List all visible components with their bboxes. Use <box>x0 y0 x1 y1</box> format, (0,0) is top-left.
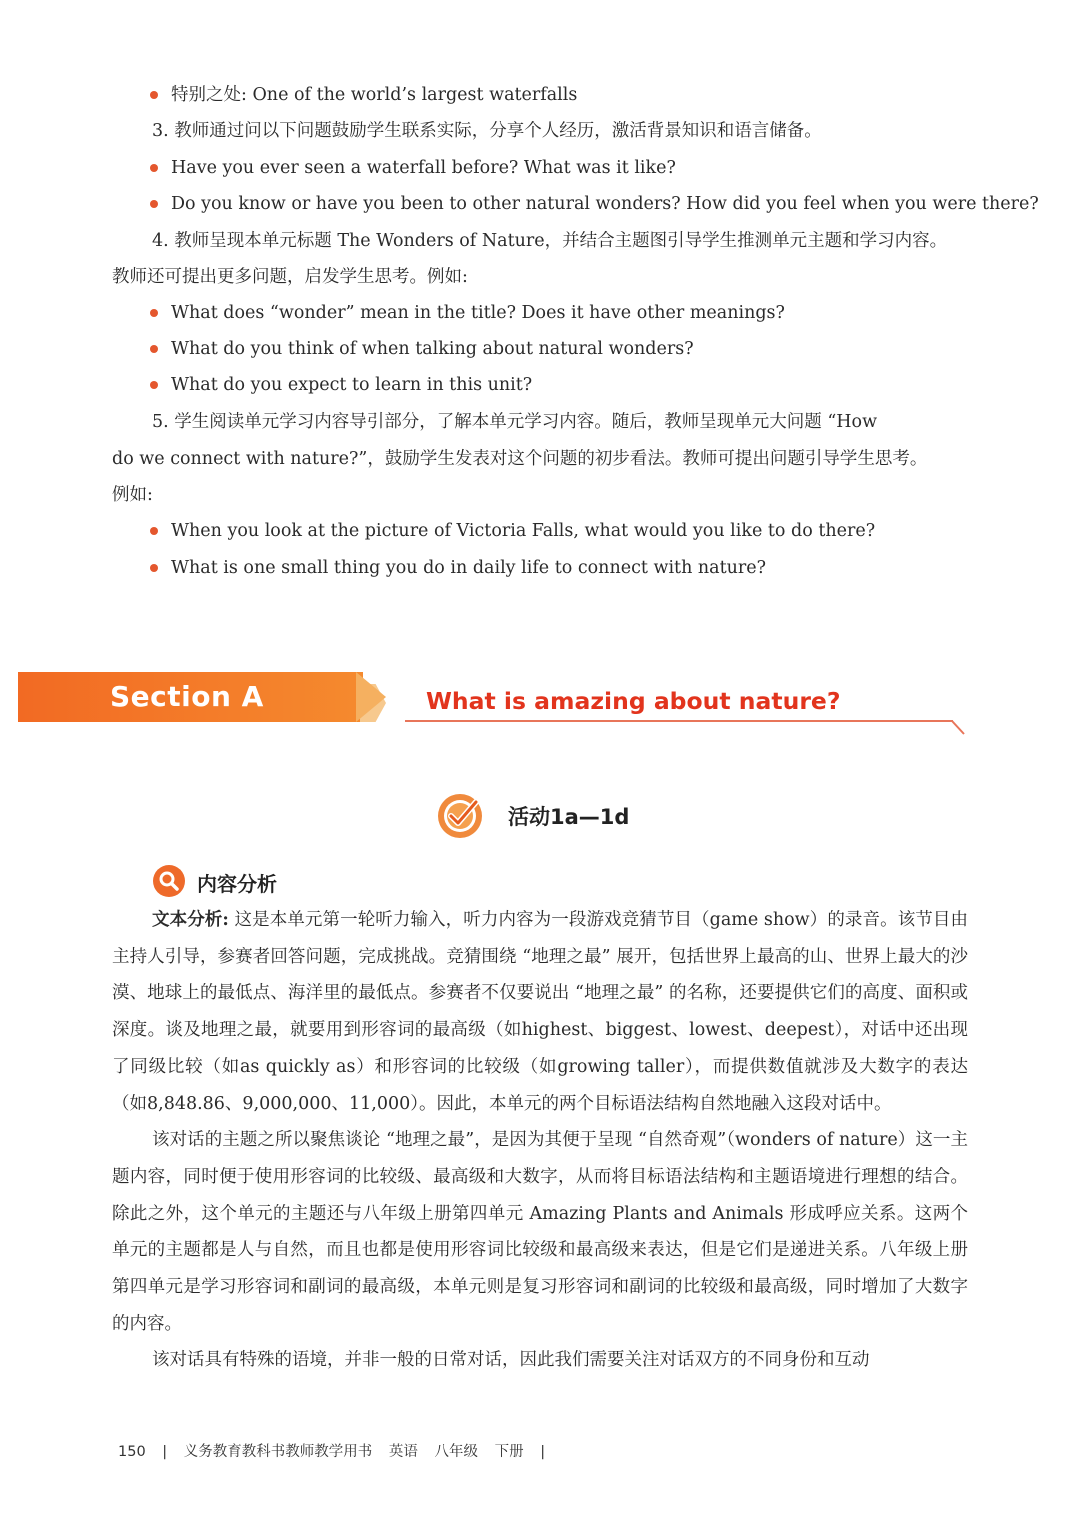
question-line: What do you expect to learn in this unit? <box>171 375 533 395</box>
page-number: 150 <box>118 1444 146 1460</box>
section-label: Section A <box>110 680 264 713</box>
underline-flourish <box>930 716 966 736</box>
magnifier-icon <box>152 864 186 898</box>
footer-divider: | <box>540 1444 546 1460</box>
section-underline <box>405 720 953 722</box>
content-analysis-heading: 内容分析 <box>197 872 277 896</box>
bullet-icon <box>150 91 158 99</box>
paragraph-text: 这是本单元第一轮听力输入，听力内容为一段游戏竞猜节目（game show）的录音。该节目由主持人引导，参赛者回答问题，完成挑战。竞猜围绕 “地理之最” 展开，包括世界上最高的山、世界上最大的沙漠、地球上的最低点、海洋里的最低点。参赛者不仅要说出 “地理之最” 的名称，还要提供它们的高度、面积或深度。谈及地理之最，就要用到形容词的最高级（如highest、biggest、lowest、deepest），对话中还出现了同级比较（如as quickly as）和形容词的比较级（如growing taller），而提供数值就涉及大数字的表达（如8,848.86、9,000,000、11,000）。因此，本单元的两个目标语法结构自然地融入这段对话中。 <box>112 910 968 1114</box>
bullet-icon <box>150 527 158 535</box>
analysis-body <box>112 902 968 1379</box>
bullet-icon <box>150 381 158 389</box>
step-3-line: 3. 教师通过问以下问题鼓励学生联系实际，分享个人经历，激活背景知识和语言储备。 <box>152 121 822 141</box>
grade: 八年级 <box>434 1444 479 1460</box>
checkmark-badge-icon <box>436 792 486 840</box>
volume: 下册 <box>494 1444 524 1460</box>
step-5-cont-line: 例如: <box>112 485 153 505</box>
step-4-line: 4. 教师呈现本单元标题 The Wonders of Nature，并结合主题图引导学生推测单元主题和学习内容。 <box>152 231 948 251</box>
activity-title: 活动1a—1d <box>508 805 630 829</box>
question-line: What do you think of when talking about natural wonders? <box>171 339 694 359</box>
analysis-paragraph-3: 该对话具有特殊的语境，并非一般的日常对话，因此我们需要关注对话双方的不同身份和互动 <box>152 1350 870 1371</box>
bullet-icon <box>150 164 158 172</box>
analysis-paragraph-1 <box>112 902 968 1122</box>
bullet-icon <box>150 309 158 317</box>
step-4-cont-line: 教师还可提出更多问题，启发学生思考。例如: <box>112 267 468 287</box>
question-line: Do you know or have you been to other natural wonders? How did you feel when you were there? <box>171 194 1039 214</box>
question-line: Have you ever seen a waterfall before? What was it like? <box>171 158 676 178</box>
analysis-paragraph-2: 该对话的主题之所以聚焦谈论 “地理之最”，是因为其便于呈现 “自然奇观”（wonders of nature）这一主题内容，同时便于使用形容词的比较级、最高级和大数字，从而将目标语法结构和主题语境进行理想的结合。除此之外，这个单元的主题还与八年级上册第四单元 Amazing Plants and Animals 形成呼应关系。这两个单元的主题都是人与自然，而且也都是使用形容词比较级和最高级来表达，但是它们是递进关系。八年级上册第四单元是学习形容词和副词的最高级，本单元则是复习形容词和副词的比较级和最高级，同时增加了大数字的内容。 <box>112 1130 968 1334</box>
bullet-icon <box>150 200 158 208</box>
question-line: When you look at the picture of Victoria Falls, what would you like to do there? <box>171 521 876 541</box>
step-5-line: 5. 学生阅读单元学习内容导引部分，了解本单元学习内容。随后，教师呈现单元大问题 “How <box>152 412 878 432</box>
section-question: What is amazing about nature? <box>426 687 841 715</box>
text-analysis-lead: 文本分析: <box>152 910 229 930</box>
feature-line: 特别之处: One of the world’s largest waterfalls <box>171 85 578 105</box>
question-line: What is one small thing you do in daily life to connect with nature? <box>171 558 767 578</box>
subject: 英语 <box>388 1444 418 1460</box>
step-5-cont-line: do we connect with nature?”，鼓励学生发表对这个问题的初步看法。教师可提出问题引导学生思考。 <box>112 449 928 469</box>
page-footer <box>118 1440 557 1461</box>
bullet-icon <box>150 564 158 572</box>
section-bar-arrow <box>356 672 386 722</box>
bullet-icon <box>150 345 158 353</box>
question-line: What does “wonder” mean in the title? Does it have other meanings? <box>171 303 785 323</box>
footer-divider: | <box>162 1444 168 1460</box>
book-title: 义务教育教科书教师教学用书 <box>183 1444 373 1460</box>
